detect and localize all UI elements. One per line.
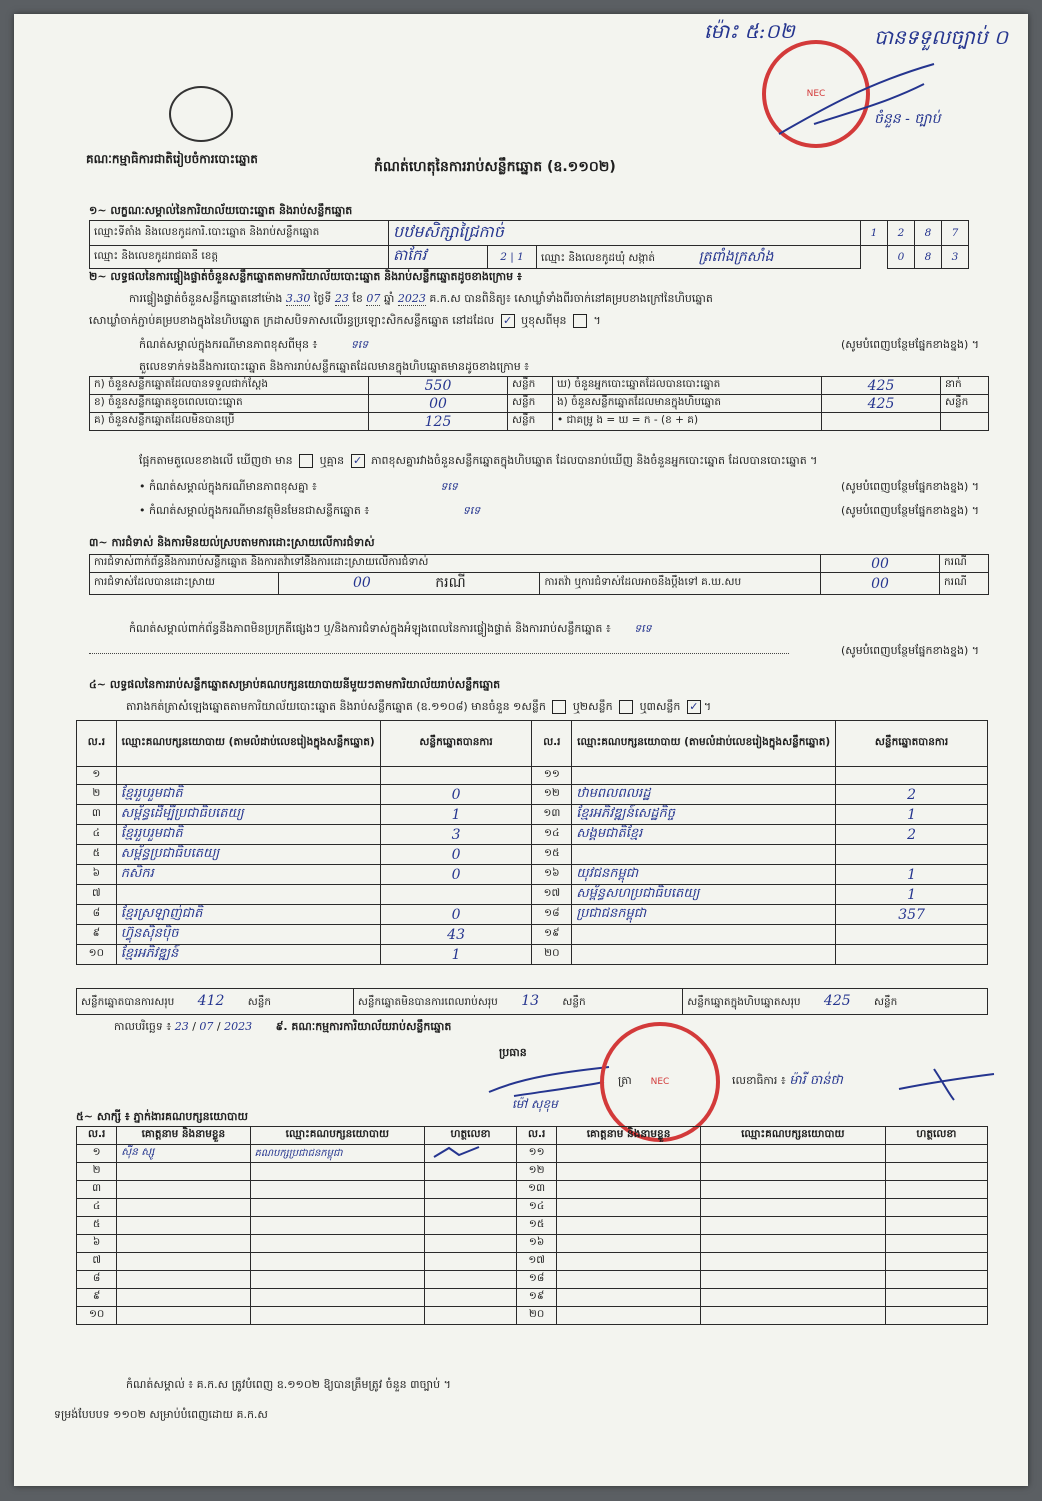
witness-signature bbox=[425, 1253, 517, 1271]
witness-name bbox=[117, 1163, 250, 1181]
results-table bbox=[76, 720, 988, 965]
col-party: ឈ្មោះគណបក្សនយោបាយ (តាមលំដាប់លេខរៀងក្នុងសន្លឹកឆ្នោត) bbox=[572, 721, 836, 767]
section3-title: ៣~ ការជំទាស់ និងការមិនយល់ស្របតាមការដោះស្រាយលើការជំទាស់ bbox=[89, 536, 375, 549]
result-votes bbox=[380, 885, 532, 905]
complaints-value: 00 bbox=[821, 555, 940, 573]
result-row bbox=[77, 925, 988, 945]
result-no: ១៥ bbox=[532, 845, 572, 865]
result-votes: 1 bbox=[380, 805, 532, 825]
result-row bbox=[77, 767, 988, 785]
result-row bbox=[77, 885, 988, 905]
witness-signature bbox=[885, 1307, 987, 1325]
figure-left-value: 125 bbox=[369, 413, 508, 431]
result-party: សង្គមជាតិខ្មែរ bbox=[572, 825, 836, 845]
change-note-line: កំណត់សម្គាល់ក្នុងករណីមានភាពខុសពីមុន ៖ ទទេ (សូមបំពេញបន្ថែមផ្នែកខាងខ្នង) ។ bbox=[139, 338, 979, 351]
result-no: ៤ bbox=[77, 825, 117, 845]
province-value: តាកែវ bbox=[389, 246, 488, 269]
figure-row bbox=[90, 413, 989, 431]
witness-signature bbox=[885, 1199, 987, 1217]
result-party: ខ្មែរអភិវឌ្ឍន៍ bbox=[116, 945, 380, 965]
code-digit: 2 bbox=[888, 221, 915, 246]
witness-col-no: ល.រ bbox=[516, 1127, 556, 1145]
witness-name bbox=[117, 1253, 250, 1271]
result-no: ៦ bbox=[77, 865, 117, 885]
result-party bbox=[572, 945, 836, 965]
received-note: បានទទួលច្បាប់ ០ bbox=[874, 25, 1009, 49]
result-votes bbox=[380, 767, 532, 785]
unchanged-checkbox[interactable]: ✓ bbox=[501, 314, 515, 328]
witness-signature bbox=[425, 1289, 517, 1307]
witness-signature bbox=[885, 1181, 987, 1199]
result-no: ១៦ bbox=[532, 865, 572, 885]
discrepancy-note: • កំណត់សម្គាល់ក្នុងករណីមានភាពខុសគ្នា ៖ ទទេ (សូមបំពេញបន្ថែមផ្នែកខាងខ្នង) ។ bbox=[139, 480, 979, 493]
figure-left-value: 00 bbox=[369, 395, 508, 413]
witness-name bbox=[557, 1145, 701, 1163]
top-signature bbox=[774, 54, 944, 144]
section1-title: ១~ លក្ខណៈសម្គាល់នៃការិយាល័យបោះឆ្នោត និងរាប់សន្លឹកឆ្នោត bbox=[89, 204, 353, 217]
witness-row bbox=[77, 1271, 988, 1289]
figure-left-unit: សន្លឹក bbox=[508, 413, 553, 431]
witness-no: ១៧ bbox=[516, 1253, 556, 1271]
seal-check-line: សោឃ្លាំចាក់ភ្ជាប់គម្របខាងក្នុងនៃហិបឆ្នោត ក្រដាសបិទភាសលើរន្ធប្រឡោះសិកសន្លឹកឆ្នោត នៅដដែល ✓ ឬខុសពីមុន ។ bbox=[89, 314, 601, 327]
complaints-unit: ករណី bbox=[940, 555, 989, 573]
witness-no: ៥ bbox=[77, 1217, 117, 1235]
witness-row bbox=[77, 1253, 988, 1271]
result-party: ខ្មែរអភិវឌ្ឍន៍សេដ្ឋកិច្ច bbox=[572, 805, 836, 825]
col-votes: សន្លឹកឆ្នោតបានការ bbox=[836, 721, 988, 767]
result-no: ១៧ bbox=[532, 885, 572, 905]
commune-code: 8 bbox=[915, 246, 942, 269]
appeal-value: 00 bbox=[821, 573, 940, 595]
witness-name: ស៊ីន ស្សូ bbox=[117, 1145, 250, 1163]
province-code: 2 | 1 bbox=[488, 246, 537, 269]
witness-name bbox=[557, 1199, 701, 1217]
result-no: ៣ bbox=[77, 805, 117, 825]
figure-row bbox=[90, 377, 989, 395]
total-invalid: សន្លឹកឆ្នោតមិនបានការពេលរាប់សរុប 13 សន្លឹក bbox=[353, 989, 682, 1015]
secretary-signature bbox=[894, 1064, 1004, 1104]
result-no: ៧ bbox=[77, 885, 117, 905]
result-no: ១០ bbox=[77, 945, 117, 965]
witness-no: ១០ bbox=[77, 1307, 117, 1325]
resolved-value: 00 ករណី bbox=[279, 573, 540, 595]
result-party: សម្ព័ន្ធប្រជាធិបតេយ្យ bbox=[116, 845, 380, 865]
section4-title: ៤~ លទ្ធផលនៃការរាប់សន្លឹកឆ្នោតសម្រាប់គណបក្សនយោបាយនីមួយៗតាមការិយាល័យរាប់សន្លឹកឆ្នោត bbox=[89, 678, 501, 691]
witness-no: ១១ bbox=[516, 1145, 556, 1163]
result-votes: 0 bbox=[380, 865, 532, 885]
sheet-count-line: តារាងកត់ត្រាសំឡេងឆ្នោតតាមការិយាល័យបោះឆ្នោត និងរាប់សន្លឹកឆ្នោត (ឧ.១១០៨) មានចំនួន ១សន្លឹក ឬ២សន្លឹក ឬ៣សន្លឹក ✓ ។ bbox=[126, 700, 712, 713]
result-votes bbox=[836, 925, 988, 945]
result-no: ១៣ bbox=[532, 805, 572, 825]
location-label: ឈ្មោះទីតាំង និងលេខកូដការិ.បោះឆ្នោត និងរាប់សន្លឹកឆ្នោត bbox=[90, 221, 389, 246]
witness-name bbox=[117, 1217, 250, 1235]
witness-col-name: គោត្តនាម និងនាមខ្លួន bbox=[117, 1127, 250, 1145]
witness-party bbox=[250, 1307, 425, 1325]
witness-party bbox=[700, 1253, 885, 1271]
result-votes bbox=[836, 945, 988, 965]
one-sheet-checkbox[interactable] bbox=[552, 700, 566, 714]
committee-name: គណៈកម្មាធិការជាតិរៀបចំការបោះឆ្នោត bbox=[86, 152, 258, 166]
figure-left-unit: សន្លឹក bbox=[508, 395, 553, 413]
witness-name bbox=[557, 1289, 701, 1307]
col-no: ល.រ bbox=[532, 721, 572, 767]
commune-code: 3 bbox=[942, 246, 969, 269]
totals-table bbox=[76, 988, 988, 1015]
witness-signature bbox=[425, 1199, 517, 1217]
form-title: កំណត់ហេតុនៃការរាប់សន្លឹកឆ្នោត (ឧ.១១០២) bbox=[374, 159, 616, 175]
figure-left-label: គ) ចំនួនសន្លឹកឆ្នោតដែលមិនបានប្រើ bbox=[90, 413, 369, 431]
witness-footnote: កំណត់សម្គាល់ ៖ គ.ក.ស ត្រូវបំពេញ ឧ.១១០២ ឱ្យបានត្រឹមត្រូវ ចំនួន ៣ច្បាប់ ។ bbox=[126, 1378, 451, 1391]
code-digit: 7 bbox=[942, 221, 969, 246]
chair-name: ម៉ៅ សុខុម bbox=[512, 1097, 558, 1111]
figure-right-value: 425 bbox=[822, 377, 941, 395]
figure-left-value: 550 bbox=[369, 377, 508, 395]
result-votes: 2 bbox=[836, 785, 988, 805]
result-party bbox=[572, 767, 836, 785]
commune-code: 0 bbox=[888, 246, 915, 269]
witness-signature bbox=[425, 1163, 517, 1181]
side-note: ចំនួន - ច្បាប់ bbox=[874, 111, 941, 127]
complaints-label: ការជំទាស់ពាក់ព័ន្ធនឹងការរាប់សន្លឹកឆ្នោត និងការតវ៉ាទៅនឹងការដោះស្រាយលើការជំទាស់ bbox=[90, 555, 821, 573]
result-row bbox=[77, 825, 988, 845]
witness-no: ១៣ bbox=[516, 1181, 556, 1199]
complaints-table bbox=[89, 554, 989, 595]
witness-signature bbox=[885, 1145, 987, 1163]
result-no: ៥ bbox=[77, 845, 117, 865]
witness-name bbox=[557, 1235, 701, 1253]
figure-right-unit bbox=[941, 413, 989, 431]
result-party: ឋាមពលពលរដ្ឋ bbox=[572, 785, 836, 805]
foreign-object-note: • កំណត់សម្គាល់ក្នុងករណីមានវត្ថុមិនមែនជាសន្លឹកឆ្នោត ៖ ទទេ (សូមបំពេញបន្ថែមផ្នែកខាងខ្នង) ។ bbox=[139, 504, 979, 517]
witness-col-signature: ហត្ថលេខា bbox=[425, 1127, 517, 1145]
result-row bbox=[77, 865, 988, 885]
witness-no: ៦ bbox=[77, 1235, 117, 1253]
result-no: ៩ bbox=[77, 925, 117, 945]
witness-party bbox=[250, 1181, 425, 1199]
witness-no: ៤ bbox=[77, 1199, 117, 1217]
witness-table bbox=[76, 1126, 988, 1325]
witness-no: ៨ bbox=[77, 1271, 117, 1289]
result-no: ១ bbox=[77, 767, 117, 785]
witness-signature bbox=[425, 1307, 517, 1325]
two-sheet-checkbox[interactable] bbox=[619, 700, 633, 714]
commune-cell: ឈ្មោះ និងលេខកូដឃុំ សង្កាត់ ត្រពាំងក្រសាំង bbox=[537, 246, 861, 269]
witness-no: ៣ bbox=[77, 1181, 117, 1199]
result-votes: 1 bbox=[836, 885, 988, 905]
discrepancy-line: ផ្អែកតាមតួលេខខាងលើ ឃើញថា មាន ឬគ្មាន ✓ ភាពខុសគ្នារវាងចំនួនសន្លឹកឆ្នោតក្នុងហិបឆ្នោត ដែលបានរាប់ឃើញ និងចំនួនអ្នកបោះឆ្នោត ដែលបានបោះឆ្នោត ។ bbox=[139, 454, 818, 467]
result-votes bbox=[836, 767, 988, 785]
result-no: ១២ bbox=[532, 785, 572, 805]
witness-row bbox=[77, 1181, 988, 1199]
witness-party bbox=[700, 1307, 885, 1325]
result-party: ខ្មែររួបរួមជាតិ bbox=[116, 825, 380, 845]
witness-name bbox=[117, 1289, 250, 1307]
witness-row bbox=[77, 1217, 988, 1235]
witness-row bbox=[77, 1199, 988, 1217]
result-party: សម្ព័ន្ធសហប្រជាធិបតេយ្យ bbox=[572, 885, 836, 905]
result-party: ប្រជាជនកម្ពុជា bbox=[572, 905, 836, 925]
result-votes: 1 bbox=[836, 865, 988, 885]
witness-party bbox=[250, 1199, 425, 1217]
total-in-box: សន្លឹកឆ្នោតក្នុងហិបឆ្នោតសរុប 425 សន្លឹក bbox=[683, 989, 988, 1015]
section5-title: ៥~ សាក្សី ៖ ភ្នាក់ងារគណបក្សនយោបាយ bbox=[76, 1110, 249, 1123]
result-party: សម្ព័ន្ធដើម្បីប្រជាធិបតេយ្យ bbox=[116, 805, 380, 825]
witness-no: ៩ bbox=[77, 1289, 117, 1307]
figure-right-value: 425 bbox=[822, 395, 941, 413]
witness-party bbox=[250, 1271, 425, 1289]
witness-name bbox=[117, 1307, 250, 1325]
witness-col-party: ឈ្មោះគណបក្សនយោបាយ bbox=[700, 1127, 885, 1145]
figure-row bbox=[90, 395, 989, 413]
province-label: ឈ្មោះ និងលេខកូដរាជធានី ខេត្ត bbox=[90, 246, 389, 269]
appeal-unit: ករណី bbox=[940, 573, 989, 595]
appeal-label: ការតវ៉ា ឬការជំទាស់ដែលអាចនឹងប្តឹងទៅ គ.ឃ.សប bbox=[540, 573, 821, 595]
result-no: ១៩ bbox=[532, 925, 572, 945]
result-party: យុវជនកម្ពុជា bbox=[572, 865, 836, 885]
nec-logo bbox=[169, 86, 233, 142]
figures-intro: តួលេខទាក់ទងនឹងការបោះឆ្នោត និងការរាប់សន្លឹកឆ្នោតដែលមានក្នុងហិបឆ្នោតមានដូចខាងក្រោម ៖ bbox=[139, 360, 530, 373]
result-no: ៨ bbox=[77, 905, 117, 925]
result-no: ១៨ bbox=[532, 905, 572, 925]
witness-party bbox=[700, 1181, 885, 1199]
witness-name bbox=[557, 1271, 701, 1289]
witness-signature bbox=[425, 1235, 517, 1253]
figure-right-unit: សន្លឹក bbox=[941, 395, 989, 413]
secretary-line: លេខាធិការ ៖ ម៉ារី ចាន់ថា bbox=[732, 1073, 843, 1088]
witness-row bbox=[77, 1145, 988, 1163]
committee-seal: NEC bbox=[600, 1022, 720, 1142]
witness-name bbox=[557, 1253, 701, 1271]
witness-row bbox=[77, 1235, 988, 1253]
location-table bbox=[89, 220, 969, 269]
irregularity-note: កំណត់សម្គាល់ពាក់ព័ន្ធនឹងភាពមិនប្រក្រតីផ្សេងៗ ឬ/និងការជំទាស់ក្នុងអំឡុងពេលនៃការផ្ទៀងផ្ទាត់ និងការរាប់សន្លឹកឆ្នោត ៖ ទទេ bbox=[129, 622, 652, 635]
has-discrepancy-checkbox[interactable] bbox=[299, 454, 313, 468]
result-row bbox=[77, 905, 988, 925]
witness-name bbox=[557, 1217, 701, 1235]
code-digit: 8 bbox=[915, 221, 942, 246]
result-party bbox=[572, 845, 836, 865]
section2-title: ២~ លទ្ធផលនៃការផ្ទៀងផ្ទាត់ចំនួនសន្លឹកឆ្នោតតាមការិយាល័យបោះឆ្នោត និងរាប់សន្លឹកឆ្នោតដូចខាងក្រោម ៖ bbox=[89, 270, 522, 283]
resolved-label: ការជំទាស់ដែលបានដោះស្រាយ bbox=[90, 573, 279, 595]
total-valid: សន្លឹកឆ្នោតបានការសរុប 412 សន្លឹក bbox=[77, 989, 354, 1015]
witness-no: ១៤ bbox=[516, 1199, 556, 1217]
witness-signature bbox=[885, 1253, 987, 1271]
witness-party bbox=[700, 1145, 885, 1163]
location-value: បឋមសិក្សាជ្រៃកាច់ bbox=[389, 221, 861, 246]
witness-signature-mark bbox=[429, 1145, 489, 1159]
figure-right-label: ង) ចំនួនសន្លឹកឆ្នោតដែលមានក្នុងហិបឆ្នោត bbox=[553, 395, 822, 413]
irregularity-fill-line: (សូមបំពេញបន្ថែមផ្នែកខាងខ្នង) ។ bbox=[89, 644, 979, 658]
witness-name bbox=[117, 1235, 250, 1253]
result-party bbox=[116, 885, 380, 905]
witness-name bbox=[117, 1199, 250, 1217]
changed-checkbox[interactable] bbox=[573, 314, 587, 328]
figure-left-unit: សន្លឹក bbox=[508, 377, 553, 395]
witness-party bbox=[250, 1289, 425, 1307]
three-sheet-checkbox[interactable]: ✓ bbox=[687, 700, 701, 714]
figure-right-label: • ជាគម្រូ ង = ឃ = ក - (ខ + គ) bbox=[553, 413, 822, 431]
witness-signature bbox=[885, 1289, 987, 1307]
witness-party bbox=[250, 1163, 425, 1181]
witness-row bbox=[77, 1289, 988, 1307]
stamp-label: ត្រា bbox=[618, 1074, 632, 1087]
witness-signature bbox=[885, 1235, 987, 1253]
form-footer: ទម្រង់បែបបទ ១១០២ សម្រាប់បំពេញដោយ គ.ក.ស bbox=[54, 1408, 268, 1421]
witness-party bbox=[700, 1235, 885, 1253]
result-votes: 1 bbox=[380, 945, 532, 965]
result-no: ១៤ bbox=[532, 825, 572, 845]
witness-col-signature: ហត្ថលេខា bbox=[885, 1127, 987, 1145]
witness-name bbox=[117, 1271, 250, 1289]
chair-label: ប្រធាន bbox=[499, 1046, 527, 1059]
result-party bbox=[572, 925, 836, 945]
witness-party bbox=[250, 1217, 425, 1235]
witness-party bbox=[700, 1163, 885, 1181]
form-paper bbox=[14, 14, 1028, 1486]
witness-no: ២ bbox=[77, 1163, 117, 1181]
top-seal: NEC bbox=[762, 40, 870, 148]
figure-right-unit: នាក់ bbox=[941, 377, 989, 395]
result-votes: 1 bbox=[836, 805, 988, 825]
witness-no: ១៩ bbox=[516, 1289, 556, 1307]
witness-no: ១៥ bbox=[516, 1217, 556, 1235]
no-discrepancy-checkbox[interactable]: ✓ bbox=[351, 454, 365, 468]
witness-no: ១៦ bbox=[516, 1235, 556, 1253]
col-votes: សន្លឹកឆ្នោតបានការ bbox=[380, 721, 532, 767]
result-votes: 43 bbox=[380, 925, 532, 945]
result-votes: 0 bbox=[380, 905, 532, 925]
result-votes: 2 bbox=[836, 825, 988, 845]
result-row bbox=[77, 785, 988, 805]
witness-signature bbox=[885, 1271, 987, 1289]
figure-right-label: ឃ) ចំនួនអ្នកបោះឆ្នោតដែលបានបោះឆ្នោត bbox=[553, 377, 822, 395]
result-no: ២០ bbox=[532, 945, 572, 965]
witness-party bbox=[700, 1199, 885, 1217]
result-votes: 0 bbox=[380, 845, 532, 865]
result-row bbox=[77, 945, 988, 965]
witness-col-name: គោត្តនាម និងនាមខ្លួន bbox=[557, 1127, 701, 1145]
figure-right-value bbox=[822, 413, 941, 431]
witness-signature bbox=[885, 1163, 987, 1181]
witness-col-no: ល.រ bbox=[77, 1127, 117, 1145]
witness-signature bbox=[425, 1271, 517, 1289]
result-party: ខ្មែរស្រឡាញ់ជាតិ bbox=[116, 905, 380, 925]
result-party bbox=[116, 767, 380, 785]
witness-party bbox=[250, 1235, 425, 1253]
witness-signature bbox=[885, 1217, 987, 1235]
witness-signature bbox=[425, 1217, 517, 1235]
col-party: ឈ្មោះគណបក្សនយោបាយ (តាមលំដាប់លេខរៀងក្នុងសន្លឹកឆ្នោត) bbox=[116, 721, 380, 767]
witness-party bbox=[700, 1271, 885, 1289]
witness-row bbox=[77, 1163, 988, 1181]
figure-left-label: ក) ចំនួនសន្លឹកឆ្នោតដែលបានទទួលជាក់ស្តែង bbox=[90, 377, 369, 395]
result-row bbox=[77, 805, 988, 825]
witness-signature bbox=[425, 1181, 517, 1199]
result-party: ខ្មែររួបរួមជាតិ bbox=[116, 785, 380, 805]
witness-party bbox=[250, 1253, 425, 1271]
witness-row bbox=[77, 1307, 988, 1325]
result-no: ១១ bbox=[532, 767, 572, 785]
witness-party: គណបក្សប្រជាជនកម្ពុជា bbox=[250, 1145, 425, 1163]
witness-name bbox=[557, 1163, 701, 1181]
witness-no: ១ bbox=[77, 1145, 117, 1163]
witness-name bbox=[557, 1307, 701, 1325]
witness-no: ៧ bbox=[77, 1253, 117, 1271]
witness-party bbox=[700, 1217, 885, 1235]
witness-no: ១២ bbox=[516, 1163, 556, 1181]
result-votes: 357 bbox=[836, 905, 988, 925]
result-no: ២ bbox=[77, 785, 117, 805]
witness-party bbox=[700, 1289, 885, 1307]
result-party: កសិករ bbox=[116, 865, 380, 885]
figure-left-label: ខ) ចំនួនសន្លឹកឆ្នោតខូចពេលបោះឆ្នោត bbox=[90, 395, 369, 413]
witness-col-party: ឈ្មោះគណបក្សនយោបាយ bbox=[250, 1127, 425, 1145]
time-note: ម៉ោះ ៥:០២ bbox=[704, 19, 795, 43]
result-votes bbox=[836, 845, 988, 865]
verification-line: ការផ្ទៀងផ្ទាត់ចំនួនសន្លឹកឆ្នោតនៅម៉ោង 3.30 ថ្ងៃទី 23 ខែ 07 ឆ្នាំ 2023 គ.ក.ស បានពិនិត្យ៖ សោឃ្លាំទាំងពីរចាក់នៅគម្របខាងក្រៅនៃហិបឆ្នោត bbox=[129, 292, 713, 305]
witness-signature bbox=[425, 1145, 517, 1163]
count-date: កាលបរិច្ឆេទ ៖ 23 / 07 / 2023 ៩. គណៈកម្មការការិយាល័យរាប់សន្លឹកឆ្នោត bbox=[114, 1020, 452, 1033]
witness-name bbox=[557, 1181, 701, 1199]
result-row bbox=[77, 845, 988, 865]
witness-name bbox=[117, 1181, 250, 1199]
result-votes: 0 bbox=[380, 785, 532, 805]
result-votes: 3 bbox=[380, 825, 532, 845]
witness-no: ២០ bbox=[516, 1307, 556, 1325]
code-digit: 1 bbox=[861, 221, 888, 246]
figures-table bbox=[89, 376, 989, 431]
witness-no: ១៨ bbox=[516, 1271, 556, 1289]
col-no: ល.រ bbox=[77, 721, 117, 767]
result-party: ហ៊្វុនស៊ិនប៉ិច bbox=[116, 925, 380, 945]
